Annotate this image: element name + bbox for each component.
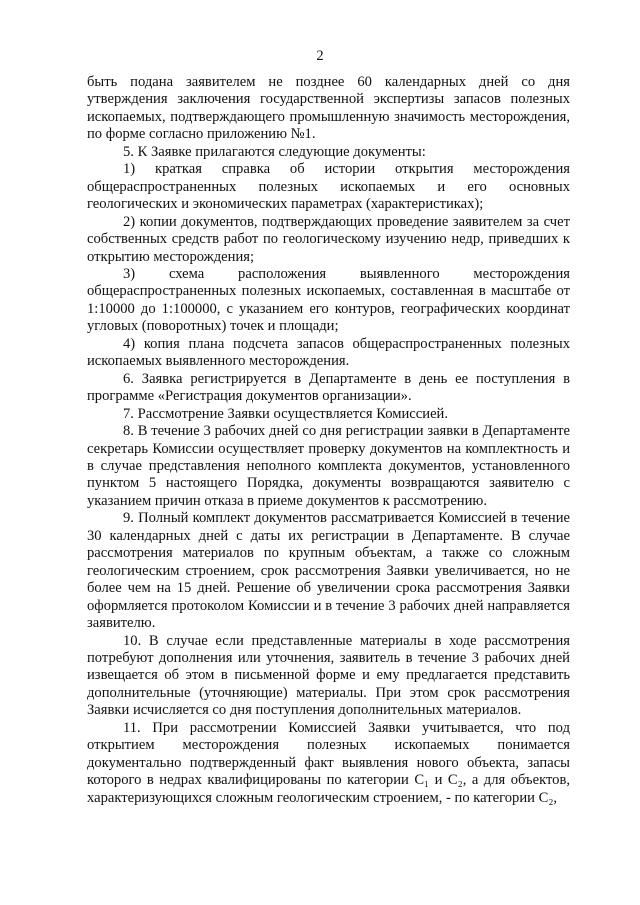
paragraph-continuation: быть подана заявителем не позднее 60 календарных дней со дня утверждения заключения государственной экспертизы запасов полезных ископаемых, подтверждающего промышленную значимость месторождения, по форме согласно приложению №1. [87, 74, 570, 143]
paragraph-11: 11. При рассмотрении Комиссией Заявки учитывается, что под открытием месторождения полезных ископаемых понимается документально подтвержденный факт выявления нового объекта, запасы которого в недрах квалифицированы по категории С₁ и С₂, а для объектов, характеризующихся сложным геологическим строением, - по категории С₂, [87, 719, 570, 806]
paragraph-9: 9. Полный комплект документов рассматривается Комиссией в течение 30 календарных дней с даты их регистрации в Департаменте. В случае рассмотрения материалов по крупным объектам, а также со сложным геологическим строением, срок рассмотрения Заявки увеличивается, но не более чем на 15 дней. Решение об увеличении срока рассмотрения Заявки оформляется протоколом Комиссии и в течение 3 рабочих дней направляется заявителю. [87, 510, 570, 632]
document-body [87, 74, 570, 807]
paragraph-10: 10. В случае если представленные материалы в ходе рассмотрения потребуют дополнения или уточнения, заявитель в течение 3 рабочих дней извещается об этом в письменной форме и ему предлагается представить дополнительные (уточняющие) материалы. При этом срок рассмотрения Заявки исчисляется со дня поступления дополнительных материалов. [87, 632, 570, 719]
list-item-1: 1) краткая справка об истории открытия месторождения общераспространенных полезных ископаемых и его основных геологических и экономических параметрах (характеристиках); [87, 161, 570, 213]
page-number: 2 [316, 48, 324, 64]
list-item-2: 2) копии документов, подтверждающих проведение заявителем за счет собственных средств работ по геологическому изучению недр, приведших к открытию месторождения; [87, 213, 570, 265]
paragraph-6: 6. Заявка регистрируется в Департаменте в день ее поступления в программе «Регистрация документов организации». [87, 370, 570, 405]
paragraph-5: 5. К Заявке прилагаются следующие документы: [123, 143, 426, 160]
paragraph-8: 8. В течение 3 рабочих дней со дня регистрации заявки в Департаменте секретарь Комиссии осуществляет проверку документов на комплектность и в случае представления неполного комплекта документов, установленного пунктом 5 настоящего Порядка, документы возвращаются заявителю с указанием причин отказа в приеме документов к рассмотрению. [87, 423, 570, 509]
list-item-4: 4) копия плана подсчета запасов общераспространенных полезных ископаемых выявленного месторождения. [87, 335, 570, 370]
list-item-3: 3) схема расположения выявленного месторождения общераспространенных полезных ископаемых, составленная в масштабе от 1:10000 до 1:100000, с указанием его контуров, географических координат угловых (поворотных) точек и площади; [87, 265, 570, 335]
paragraph-7: 7. Рассмотрение Заявки осуществляется Комиссией. [123, 405, 449, 422]
